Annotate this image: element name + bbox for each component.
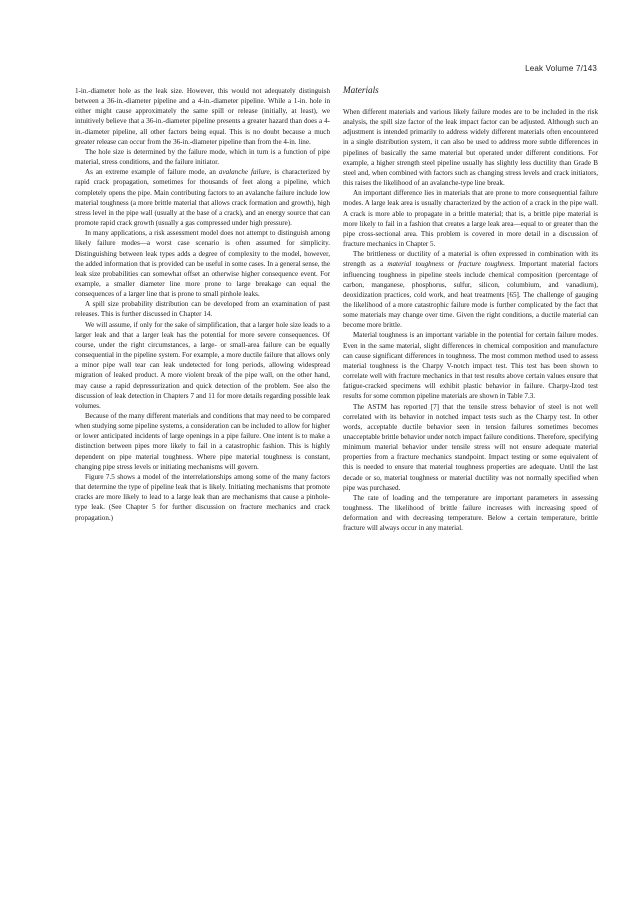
paragraph: In many applications, a risk assessment model does not attempt to distinguish among likely failure modes—a worst case scenario is often assumed for simplicity. Distinguishing between leak types adds a degree of complexity to the model, however, the added information that is provided can be useful in some cases. In a general sense, the leak size probabilities can somewhat offset an otherwise higher consequence event. For example, a smaller diameter line more prone to large breakage can equal the consequences of a larger line that is prone to small pinhole leaks. [75, 229, 330, 299]
paragraph: 1-in.-diameter hole as the leak size. However, this would not adequately distinguish between a 36-in.-diameter pipeline and a 4-in.-diameter pipeline. While a 1-in. hole in either might cause approximately the same spill or release (initially, at least), we intuitively believe that a 36-in.-diameter pipeline presents a greater hazard than does a 4-in.-diameter pipeline, all other factors being equal. This is no doubt because a much greater release can occur from the 36-in.-diameter pipeline than from the 4-in. line. [75, 87, 330, 146]
text-run: Important material factors influencing toughness in pipeline steels include chemical composition (percentage of carbon, manganese, phosphorus, sulfur, silicon, columbium, and vanadium), deoxidization practices, cold work, and heat treatments [65]. The challenge of gauging the likelihood of a more catastrophic failure mode is further complicated by the fact that some materials may change over time. Given the right conditions, a ductile material can become more brittle. [343, 260, 598, 330]
emphasis-term: material toughness [387, 260, 444, 269]
paragraph: When different materials and various likely failure modes are to be included in the risk analysis, the spill size factor of the leak impact factor can be adjusted. Although such an adjustment is intended primarily to address widely different materials often encountered in a single distribution system, it can also be used to address more subtle differences in pipelines of basically the same material but operated under different conditions. For example, a higher strength steel pipeline usually has slightly less ductility than Grade B steel and, when combined with factors such as changing stress levels and crack initiators, this raises the likelihood of an avalanche-type line break. [343, 108, 598, 188]
running-head: Leak Volume 7/143 [525, 64, 597, 73]
left-column [75, 86, 330, 523]
paragraph: An important difference lies in materials that are prone to more consequential failure modes. A large leak area is usually characterized by the action of a crack in the pipe wall. A crack is more able to propagate in a brittle material; that is, a brittle pipe material is more likely to fail in a fashion that creates a large leak area—equal to or greater than the pipe cross-sectional area. This problem is covered in more detail in a discussion of fracture mechanics in Chapter 5. [343, 189, 598, 249]
paragraph: We will assume, if only for the sake of simplification, that a larger hole size leads to a larger leak and that a larger leak has the potential for more severe consequences. Of course, under the right circumstances, a large- or small-area failure can be equally consequential in the pipeline system. For example, a more ductile failure that allows only a minor pipe wall tear can leak undetected for long periods, allowing widespread migration of leaked product. A more violent break of the pipe wall, on the other hand, may cause a rapid depressurization and quick detection of the problem. See also the discussion of leak detection in Chapters 7 and 11 for more details regarding possible leak volumes. [75, 320, 330, 410]
section-heading: Materials [343, 85, 379, 95]
paragraph: A spill size probability distribution can be developed from an examination of past releases. This is further discussed in Chapter 14. [75, 300, 330, 319]
text-run: As an extreme example of failure mode, an [85, 168, 219, 177]
right-column [343, 80, 598, 534]
paragraph [343, 249, 598, 330]
paragraph [75, 167, 330, 228]
emphasis-term: avalanche failure, [218, 168, 272, 177]
paragraph: Because of the many different materials and conditions that may need to be compared when studying some pipeline systems, a consideration can be included to allow for higher or lower anticipated incidents of large openings in a pipe failure. One intent is to make a distinction between pipes more likely to fail in a catastrophic fashion. This is highly dependent on pipe material toughness. Where pipe material toughness is constant, changing pipe stress levels or initiating mechanisms will govern. [75, 412, 330, 471]
text-run: or [443, 260, 459, 269]
text-run: is characterized by rapid crack propagation, sometimes for thousands of feet along a pipeline, which completely opens the pipe. Main contributing factors to an avalanche failure include low material toughness (a more brittle material that allows crack formation and growth), high stress level in the pipe wall (usually at the base of a crack), and an energy source that can promote rapid crack growth (usually a gas compressed under high pressure). [75, 168, 330, 228]
paragraph: The hole size is determined by the failure mode, which in turn is a function of pipe material, stress conditions, and the failure initiator. [75, 147, 330, 167]
paragraph: Material toughness is an important variable in the potential for certain failure modes. Even in the same material, slight differences in chemical composition and manufacture can cause significant differences in toughness. The most common method used to assess material toughness is the Charpy V-notch impact test. This test has been shown to correlate well with fracture mechanics in that test results above certain values ensure that fatigue-cracked specimens will exhibit plastic behavior in failure. Charpy-Izod test results for some common pipeline materials are shown in Table 7.3. [343, 331, 598, 401]
emphasis-term: fracture toughness. [458, 260, 516, 269]
paragraph: Figure 7.5 shows a model of the interrelationships among some of the many factors that determine the type of pipeline leak that is likely. Initiating mechanisms that promote cracks are more likely to lead to a large leak than are mechanisms that cause a pinhole-type leak. (See Chapter 5 for further discussion on fracture mechanics and crack propagation.) [75, 472, 330, 522]
paragraph: The ASTM has reported [7] that the tensile stress behavior of steel is not well correlated with its behavior in notched impact tests such as the Charpy test. In other words, acceptable ductile behavior seen in tension failures sometimes becomes unacceptable brittle behavior under notch impact failure conditions. Therefore, specifying minimum material behavior under tensile stress will not ensure adequate material properties from a fracture mechanics standpoint. Impact testing or some equivalent of this is needed to ensure that material toughness properties are adequate. Until the last decade or so, material toughness or material ductility was not normally specified when pipe was purchased. [343, 402, 598, 492]
text-run: The brittleness or ductility of a material is often expressed in combination with its strength as a [343, 250, 598, 269]
paragraph: The rate of loading and the temperature are important parameters in assessing toughness. The likelihood of brittle failure increases with increasing speed of deformation and with decreasing temperature. Below a certain temperature, brittle fracture will always occur in any material. [343, 493, 598, 533]
